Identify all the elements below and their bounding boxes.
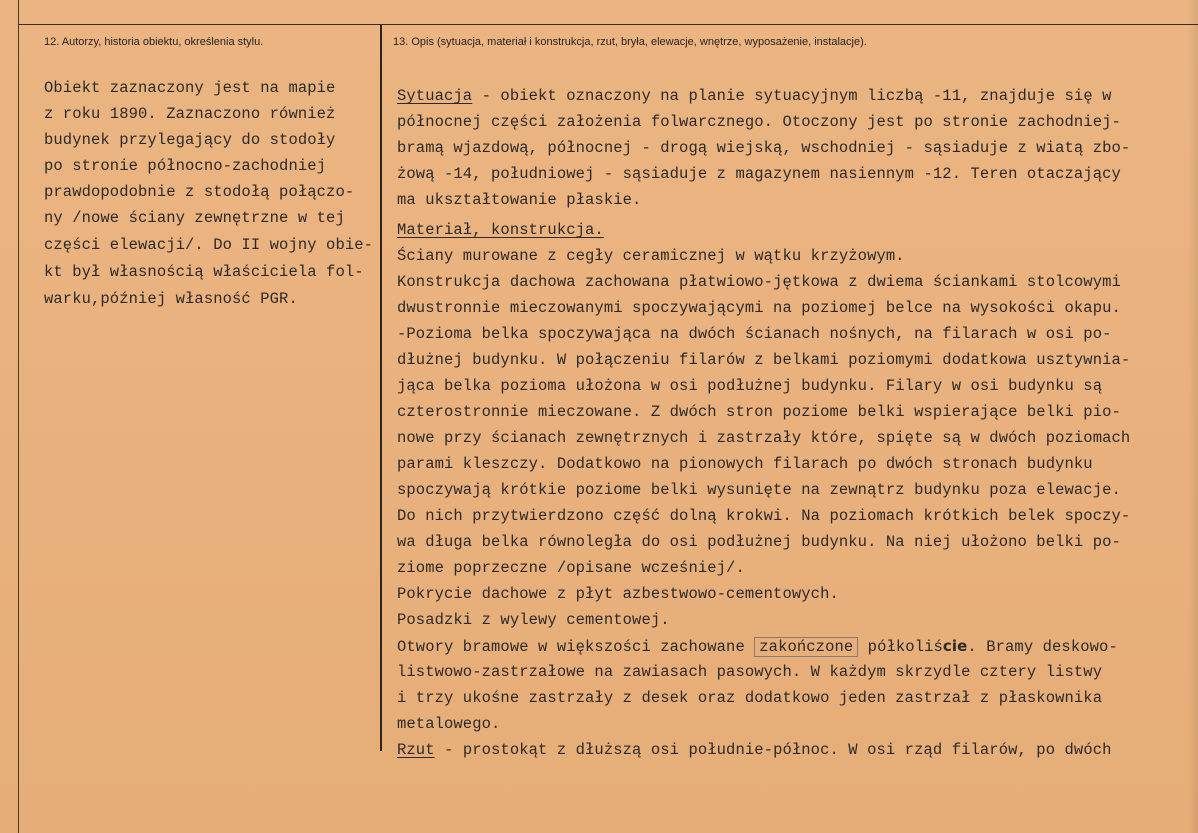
heading-sytuacja: Sytuacja [397,87,473,105]
right-line-22-c: . Bramy deskowo- [967,638,1118,656]
right-line-22-a: Otwory bramowe w większości zachowane [397,638,755,656]
right-line-19: ziome poprzeczne /opisane wcześniej/. [397,559,745,577]
left-border-line [18,0,19,833]
right-line-26 [397,740,1112,760]
right-line-1 [397,86,1112,106]
right-line-4: żową -14, południowej - sąsiaduje z magazynem nasiennym -12. Teren otaczający [397,165,1121,183]
handwritten-correction: cie [942,637,968,655]
right-line-6 [397,220,604,240]
right-line-16: spoczywają krótkie poziome belki wysunięte na zewnątrz budynku poza elewacje. [397,481,1121,499]
right-line-24: i trzy ukośne zastrzały z desek oraz dodatkowo jeden zastrzał z płaskownika [397,689,1103,707]
right-line-2: północnej części założenia folwarcznego. Otoczony jest po stronie zachodniej- [397,113,1121,131]
right-line-23: listwowo-zastrzałowe na zawiasach pasowych. W każdym skrzydle cztery listwy [397,663,1103,681]
left-line-3: budynek przylegający do stodoły [44,131,336,149]
right-line-26-text: - prostokąt z dłuższą osi południe-północ. W osi rząd filarów, po dwóch [434,741,1112,759]
heading-material: Materiał, konstrukcja. [397,221,604,239]
right-line-15: parami kleszczy. Dodatkowo na pionowych filarach po dwóch stronach budynku [397,455,1093,473]
right-line-22-b: półkoliś [858,638,943,656]
right-line-14: nowe przy ścianach zewnętrznych i zastrzały które, spięte są w dwóch poziomach [397,429,1131,447]
left-line-6: ny /nowe ściany zewnętrzne w tej [44,209,345,227]
section-13-header: 13. Opis (sytuacja, materiał i konstrukcja, rzut, bryła, elewacje, wnętrze, wyposażenie, instalacje). [393,36,867,48]
left-line-8: kt był własnością właściciela fol- [44,263,364,281]
header-rule [18,24,1198,25]
column-divider [380,24,382,751]
right-line-22 [397,636,1118,657]
right-line-3: bramą wjazdową, północnej - drogą wiejską, wschodniej - sąsiaduje z wiatą zbo- [397,139,1131,157]
left-line-9: warku,później własność PGR. [44,290,298,308]
right-line-20: Pokrycie dachowe z płyt azbestwowo-cementowych. [397,585,839,603]
left-line-1: Obiekt zaznaczony jest na mapie [44,79,336,97]
right-line-9: dwustronnie mieczowanymi spoczywającymi na poziomej belce na wysokości okapu. [397,299,1121,317]
right-line-1-text: - obiekt oznaczony na planie sytuacyjnym liczbą -11, znajduje się w [472,87,1112,105]
boxed-word: zakończone [754,637,858,657]
right-line-13: czterostronnie mieczowane. Z dwóch stron poziome belki wspierające belki pio- [397,403,1121,421]
right-line-21: Posadzki z wylewy cementowej. [397,611,670,629]
section-12-header: 12. Autorzy, historia obiektu, określenia stylu. [44,36,264,48]
right-line-18: wa długa belka równoległa do osi podłużnej budynku. Na niej ułożono belki po- [397,533,1121,551]
right-line-5: ma ukształtowanie płaskie. [397,191,642,209]
left-line-5: prawdopodobnie z stodołą połączo- [44,183,355,201]
left-line-7: części elewacji/. Do II wojny obie- [44,236,374,254]
right-line-11: dłużnej budynku. W połączeniu filarów z belkami poziomymi dodatkowa usztywnia- [397,351,1131,369]
page-edge-shadow [1188,0,1198,833]
right-line-25: metalowego. [397,715,501,733]
left-line-2: z roku 1890. Zaznaczono również [44,105,336,123]
right-line-17: Do nich przytwierdzono część dolną krokwi. Na poziomach krótkich belek spoczy- [397,507,1131,525]
right-line-8: Konstrukcja dachowa zachowana płatwiowo-jętkowa z dwiema ściankami stolcowymi [397,273,1121,291]
right-line-7: Ściany murowane z cegły ceramicznej w wątku krzyżowym. [397,247,905,265]
right-line-10: -Pozioma belka spoczywająca na dwóch ścianach nośnych, na filarach w osi po- [397,325,1112,343]
left-line-4: po stronie północno-zachodniej [44,157,327,175]
heading-rzut: Rzut [397,741,435,759]
right-line-12: jąca belka pozioma ułożona w osi podłużnej budynku. Filary w osi budynku są [397,377,1103,395]
